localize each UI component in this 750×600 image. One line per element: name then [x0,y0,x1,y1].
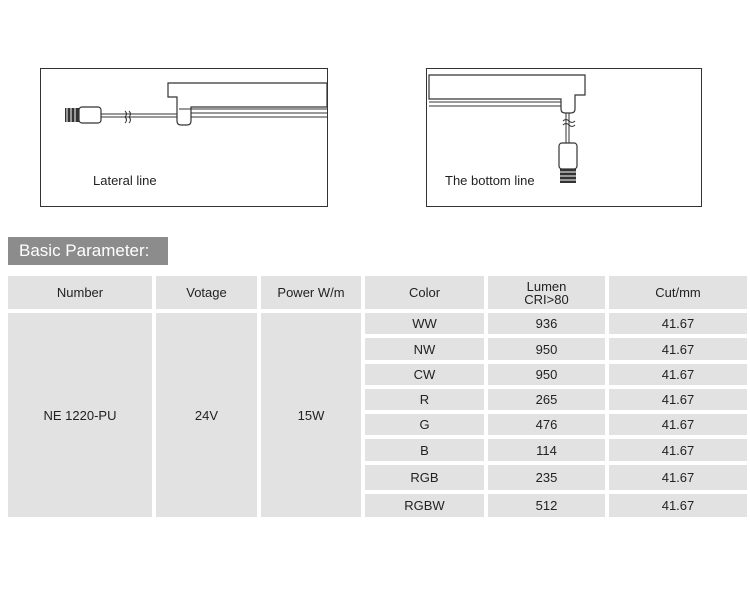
header-lumen-line1: Lumen [526,278,567,294]
row-color: CW [365,364,484,385]
basic-parameter-header: Basic Parameter: [8,237,168,265]
row-cut: 41.67 [609,389,747,410]
row-cut: 41.67 [609,494,747,517]
header-number: Number [8,276,152,309]
row-lumen: 950 [488,338,605,360]
row-lumen: 936 [488,313,605,334]
row-color: NW [365,338,484,360]
header-cut: Cut/mm [609,276,747,309]
row-lumen: 114 [488,439,605,461]
header-lumen [488,276,605,309]
lateral-line-drawing [41,69,329,208]
row-color: G [365,414,484,435]
lateral-line-caption: Lateral line [93,173,157,188]
row-cut: 41.67 [609,465,747,490]
header-voltage: Votage [156,276,257,309]
row-cut: 41.67 [609,338,747,360]
header-power: Power W/m [261,276,361,309]
row-cut: 41.67 [609,313,747,334]
voltage-cell: 24V [156,313,257,517]
row-color: WW [365,313,484,334]
header-lumen-line2: CRI>80 [524,291,569,307]
row-lumen: 512 [488,494,605,517]
row-cut: 41.67 [609,414,747,435]
bottom-line-caption: The bottom line [445,173,535,188]
row-cut: 41.67 [609,439,747,461]
row-color: RGBW [365,494,484,517]
lateral-line-diagram [40,68,328,207]
row-color: R [365,389,484,410]
row-lumen: 476 [488,414,605,435]
header-color: Color [365,276,484,309]
power-cell: 15W [261,313,361,517]
row-lumen: 265 [488,389,605,410]
number-cell: NE 1220-PU [8,313,152,517]
row-color: RGB [365,465,484,490]
bottom-line-diagram [426,68,702,207]
row-lumen: 950 [488,364,605,385]
row-color: B [365,439,484,461]
row-cut: 41.67 [609,364,747,385]
row-lumen: 235 [488,465,605,490]
